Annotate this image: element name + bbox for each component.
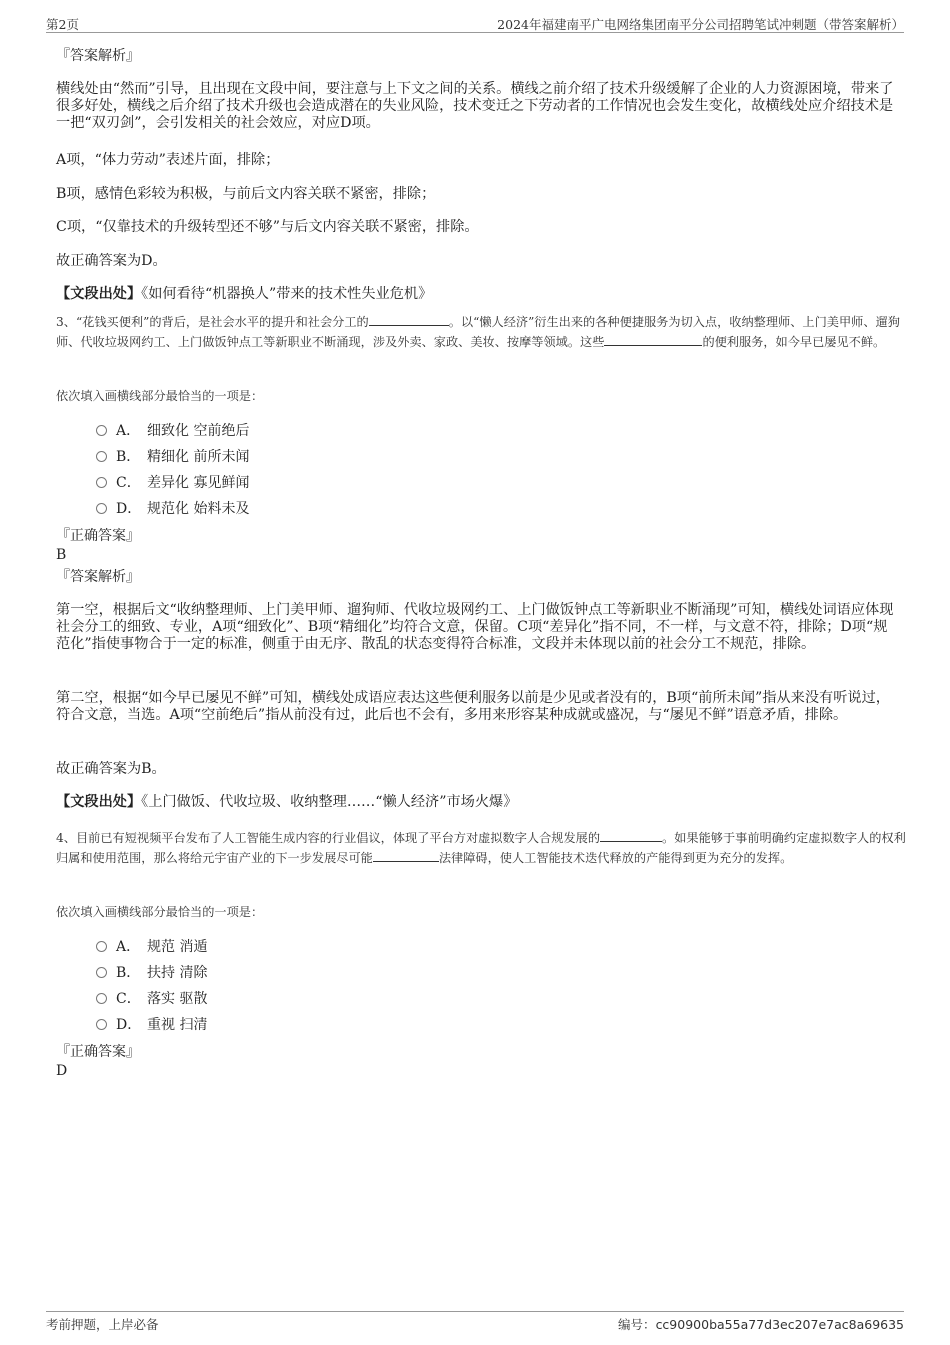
radio-icon[interactable] <box>96 477 107 488</box>
document-title: 2024年福建南平广电网络集团南平分公司招聘笔试冲刺题（带答案解析） <box>497 17 904 32</box>
option-text: 精细化 前所未闻 <box>147 449 250 465</box>
q2-option-a-note: A项，“体力劳动”表述片面，排除； <box>56 152 280 168</box>
radio-icon[interactable] <box>96 425 107 436</box>
q4-stem <box>56 828 906 868</box>
q4-stem-part2: 。如果能够于事前明确约定虚拟数字人的权利归属和使用范围，那么将给元宇宙产业的下一步发展尽可能 <box>56 831 906 865</box>
option-letter: A． <box>116 939 141 955</box>
q2-option-c-note: C项，“仅靠技术的升级转型还不够”与后文内容关联不紧密，排除。 <box>56 219 479 235</box>
q4-option-a[interactable] <box>96 938 207 956</box>
page-footer <box>46 1311 904 1335</box>
q3-option-a[interactable] <box>96 422 249 440</box>
option-text: 重视 扫清 <box>147 1017 208 1033</box>
q4-answer: D <box>56 1063 68 1079</box>
q2-conclusion: 故正确答案为D。 <box>56 253 167 269</box>
footer-code-label: 编号： <box>618 1317 656 1332</box>
q4-answer-label: 『正确答案』 <box>56 1044 140 1060</box>
q3-stem-part1: 3、“花钱买便利”的背后，是社会水平的提升和社会分工的 <box>56 315 369 329</box>
radio-icon[interactable] <box>96 1019 107 1030</box>
q3-prompt: 依次填入画横线部分最恰当的一项是： <box>56 389 264 403</box>
q3-source-title: 《上门做饭、代收垃圾、收纳整理……“懒人经济”市场火爆》 <box>141 794 518 810</box>
radio-icon[interactable] <box>96 503 107 514</box>
q3-source-tag: 【文段出处】 <box>56 794 142 810</box>
q2-analysis-label: 『答案解析』 <box>56 48 140 64</box>
q4-option-d[interactable] <box>96 1016 207 1034</box>
q3-conclusion: 故正确答案为B。 <box>56 761 166 777</box>
q4-stem-part1: 4、目前已有短视频平台发布了人工智能生成内容的行业倡议，体现了平台方对虚拟数字人合规发展的 <box>56 831 601 845</box>
option-letter: D． <box>116 1017 142 1033</box>
footer-code <box>618 1315 904 1333</box>
q3-stem-part3: 的便利服务，如今早已屡见不鲜。 <box>702 335 886 349</box>
q2-analysis-paragraph: 横线处由“然而”引导，且出现在文段中间，要注意与上下文之间的关系。横线之前介绍了技术升级缓解了企业的人力资源困境，带来了很多好处，横线之后介绍了技术升级也会造成潜在的失业风险，技术变迁之下劳动者的工作情况也会发生变化，故横线处应介绍技术是一把“双刃剑”，会引发相关的社会效应，对应D项。 <box>56 81 894 131</box>
q3-option-b[interactable] <box>96 448 249 466</box>
q3-answer-label: 『正确答案』 <box>56 528 140 544</box>
q3-option-d[interactable] <box>96 500 249 518</box>
option-text: 扶持 清除 <box>147 965 208 981</box>
option-letter: C． <box>116 475 141 491</box>
q4-blank-1 <box>600 829 662 842</box>
q2-source-tag: 【文段出处】 <box>56 286 142 302</box>
q4-blank-2 <box>373 849 439 862</box>
radio-icon[interactable] <box>96 451 107 462</box>
radio-icon[interactable] <box>96 993 107 1004</box>
q2-source-title: 《如何看待“机器换人”带来的技术性失业危机》 <box>141 286 433 302</box>
option-text: 规范化 始料未及 <box>147 501 250 517</box>
q3-option-c[interactable] <box>96 474 249 492</box>
q3-stem <box>56 312 906 352</box>
footer-slogan: 考前押题，上岸必备 <box>46 1317 159 1332</box>
radio-icon[interactable] <box>96 967 107 978</box>
q4-stem-part3: 法律障碍，使人工智能技术迭代释放的产能得到更为充分的发挥。 <box>438 851 793 865</box>
q3-analysis-paragraph-2: 第二空，根据“如今早已屡见不鲜”可知，横线处成语应表达这些便利服务以前是少见或者没有的，B项“前所未闻”指从来没有听说过，符合文意，当选。A项“空前绝后”指从前没有过，此后也不会有，多用来形容某种成就或盛况，与“屡见不鲜”语意矛盾，排除。 <box>56 690 890 723</box>
q3-answer: B <box>56 547 67 563</box>
q3-blank-2 <box>604 333 702 346</box>
page-header <box>46 14 904 33</box>
option-text: 差异化 寡见鲜闻 <box>147 475 250 491</box>
option-letter: D． <box>116 501 142 517</box>
q4-option-c[interactable] <box>96 990 207 1008</box>
option-letter: A． <box>116 423 141 439</box>
q4-prompt: 依次填入画横线部分最恰当的一项是： <box>56 905 264 919</box>
q3-blank-1 <box>369 313 449 326</box>
q3-source <box>56 794 894 811</box>
radio-icon[interactable] <box>96 941 107 952</box>
q2-source <box>56 286 894 303</box>
option-letter: B． <box>116 449 141 465</box>
q3-analysis-label: 『答案解析』 <box>56 569 140 585</box>
option-text: 规范 消遁 <box>147 939 208 955</box>
option-text: 细致化 空前绝后 <box>147 423 250 439</box>
footer-code-value: cc90900ba55a77d3ec207e7ac8a69635 <box>655 1317 904 1332</box>
page-number: 第2页 <box>46 17 79 32</box>
q4-option-b[interactable] <box>96 964 207 982</box>
q3-analysis-paragraph-1: 第一空，根据后文“收纳整理师、上门美甲师、遛狗师、代收垃圾网约工、上门做饭钟点工等新职业不断涌现”可知，横线处词语应体现社会分工的细致、专业，A项“细致化”、B项“精细化”均符合文意，保留。C项“差异化”指不同，不一样，与文意不符，排除；D项“规范化”指使事物合于一定的标准，侧重于由无序、散乱的状态变得符合标准，文段并未体现以前的社会分工不规范，排除。 <box>56 602 894 652</box>
option-letter: C． <box>116 991 141 1007</box>
option-text: 落实 驱散 <box>147 991 208 1007</box>
q3-stem-part2: 。以“懒人经济”衍生出来的各种便捷服务为切入点，收纳整理师、上门美甲师、遛狗师、代收垃圾网约工、上门做饭钟点工等新职业不断涌现，涉及外卖、家政、美妆、按摩等领域。这些 <box>56 315 900 349</box>
q2-option-b-note: B项，感情色彩较为积极，与前后文内容关联不紧密，排除； <box>56 186 436 202</box>
option-letter: B． <box>116 965 141 981</box>
